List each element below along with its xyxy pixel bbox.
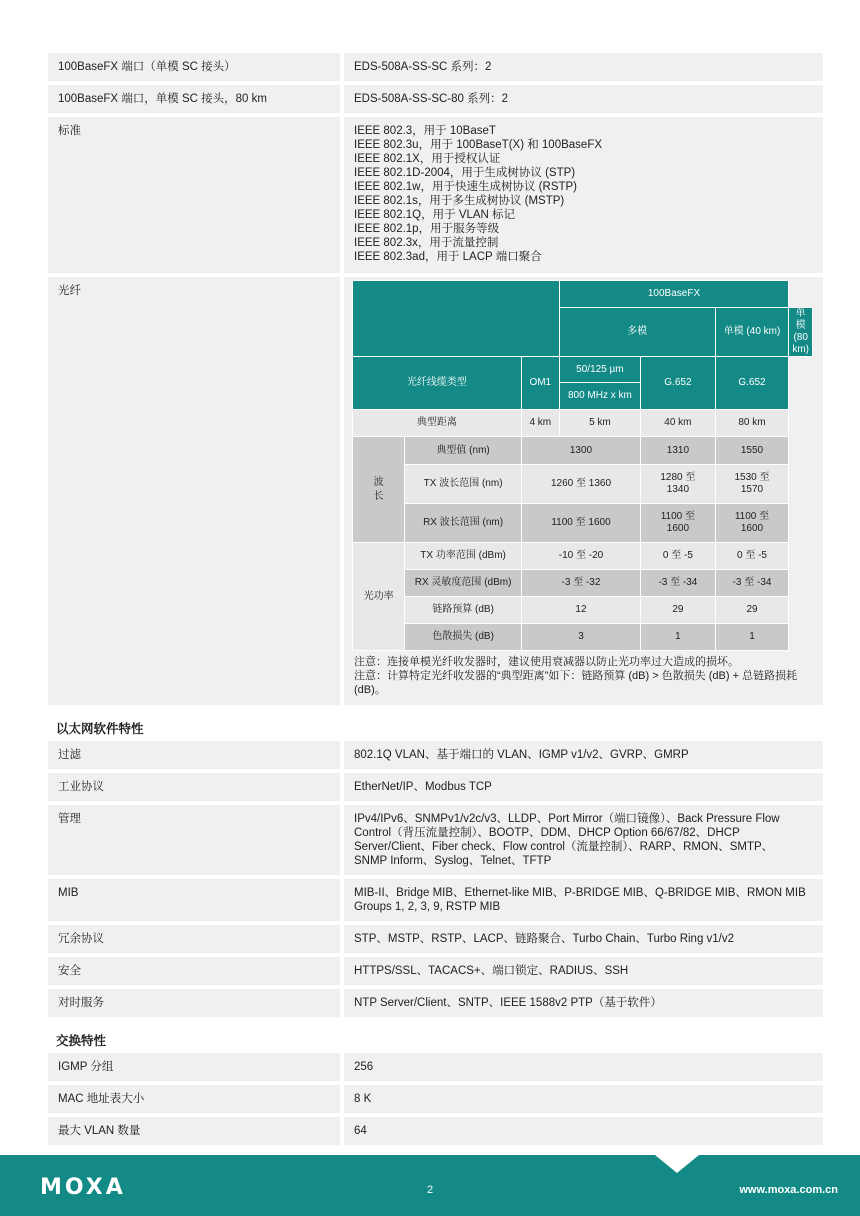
power-row [353, 543, 813, 570]
mm-value: 1300 [521, 437, 640, 465]
spec-row [48, 741, 823, 769]
sm40-value: 29 [641, 597, 716, 624]
sm80-value: 1530 至 1570 [715, 465, 789, 504]
power-group-label: 光功率 [353, 543, 405, 651]
standard-item: IEEE 802.3ad，用于 LACP 端口聚合 [354, 251, 542, 263]
sm80-value: -3 至 -34 [715, 570, 789, 597]
spec-label: 管理 [48, 805, 340, 875]
standards-list [344, 117, 823, 273]
fiber-note: 注意：计算特定光纤收发器的“典型距离”如下：链路预算 (dB) > 色散损失 (dB) + 总链路损耗 (dB)。 [354, 670, 798, 696]
spec-value: MIB-II、Bridge MIB、Ethernet-like MIB、P-BRIDGE MIB、Q-BRIDGE MIB、RMON MIB Groups 1, 2, 3, 9, RSTP MIB [344, 879, 823, 921]
spec-value: 802.1Q VLAN、基于端口的 VLAN、IGMP v1/v2、GVRP、GMRP [344, 741, 823, 769]
header-sm40: 单模 (40 km) [715, 308, 789, 357]
row-label: TX 功率范围 (dBm) [405, 543, 522, 570]
wavelength-row [353, 437, 813, 465]
mm-value: -3 至 -32 [521, 570, 640, 597]
spec-value: EtherNet/IP、Modbus TCP [344, 773, 823, 801]
wavelength-group-label: 波长 [353, 437, 405, 543]
standard-item: IEEE 802.1s，用于多生成树协议 (MSTP) [354, 195, 565, 207]
g652-cell: G.652 [715, 357, 789, 410]
spec-table [48, 53, 823, 1149]
distance-value: 4 km [521, 410, 559, 437]
sm40-value: 1100 至 1600 [641, 504, 716, 543]
spec-value: HTTPS/SSL、TACACS+、端口锁定、RADIUS、SSH [344, 957, 823, 985]
spec-row [48, 1085, 823, 1113]
footer-notch [655, 1155, 699, 1173]
spec-label: 冗余协议 [48, 925, 340, 953]
sm80-value: 1550 [715, 437, 789, 465]
distance-value: 40 km [641, 410, 716, 437]
spec-label: 100BaseFX 端口（单模 SC 接头） [48, 53, 340, 81]
spec-row [48, 85, 823, 113]
wavelength-row [353, 504, 813, 543]
distance-value: 80 km [715, 410, 789, 437]
mm-value: -10 至 -20 [521, 543, 640, 570]
mm-value: 1100 至 1600 [521, 504, 640, 543]
mm-value: 3 [521, 624, 640, 651]
row-label: 典型值 (nm) [405, 437, 522, 465]
spec-row [48, 989, 823, 1017]
fiber-row [48, 277, 823, 705]
row-label: RX 灵敏度范围 (dBm) [405, 570, 522, 597]
spec-row [48, 1117, 823, 1145]
om1-cell: OM1 [521, 357, 559, 410]
row-label: RX 波长范围 (nm) [405, 504, 522, 543]
fiber-table-container [344, 277, 823, 705]
fiber-label: 光纤 [48, 277, 340, 705]
power-row [353, 570, 813, 597]
website-link[interactable]: www.moxa.com.cn [739, 1184, 838, 1196]
row-label: TX 波长范围 (nm) [405, 465, 522, 504]
moxa-logo: MOXA [40, 1175, 126, 1200]
spec-label: IGMP 分组 [48, 1053, 340, 1081]
header-sm80: 单模 (80 km) [789, 308, 813, 357]
cable-type-label: 光纤线缆类型 [353, 357, 522, 410]
standard-item: IEEE 802.1D-2004，用于生成树协议 (STP) [354, 167, 576, 179]
distance-value: 5 km [559, 410, 640, 437]
standards-row [48, 117, 823, 273]
page-number: 2 [426, 1184, 434, 1196]
section-title-ethernet-software: 以太网软件特性 [56, 722, 144, 736]
spec-label: 过滤 [48, 741, 340, 769]
spec-label: MIB [48, 879, 340, 921]
mm-value: 12 [521, 597, 640, 624]
spec-label: 最大 VLAN 数量 [48, 1117, 340, 1145]
sm40-value: 1310 [641, 437, 716, 465]
power-row [353, 624, 813, 651]
row-label: 链路预算 (dB) [405, 597, 522, 624]
sm80-value: 0 至 -5 [715, 543, 789, 570]
mm-core-cell: 50/125 µm [559, 357, 640, 383]
spec-label: MAC 地址表大小 [48, 1085, 340, 1113]
standards-label: 标准 [48, 117, 340, 273]
spec-label: 安全 [48, 957, 340, 985]
spec-value: 256 [344, 1053, 823, 1081]
power-row [353, 597, 813, 624]
spec-value: IPv4/IPv6、SNMPv1/v2c/v3、LLDP、Port Mirror（端口镜像）、Back Pressure Flow Control（背压流量控制）、BOOTP、DDM、DHCP Option 66/67/82、DHCP Server/Client、Fiber check、Flow control（流量控制）、RARP、RMON、SMTP、SNMP Inform、Syslog、Telnet、TFTP [344, 805, 823, 875]
spec-value: STP、MSTP、RSTP、LACP、链路聚合、Turbo Chain、Turbo Ring v1/v2 [344, 925, 823, 953]
sm80-value: 29 [715, 597, 789, 624]
standard-item: IEEE 802.3u，用于 100BaseT(X) 和 100BaseFX [354, 139, 603, 151]
standard-item: IEEE 802.3x，用于流量控制 [354, 237, 499, 249]
sm80-value: 1 [715, 624, 789, 651]
sm40-value: -3 至 -34 [641, 570, 716, 597]
spec-value: EDS-508A-SS-SC 系列：2 [344, 53, 823, 81]
row-label: 色散损失 (dB) [405, 624, 522, 651]
mm-bw-cell: 800 MHz x km [559, 383, 640, 410]
spec-value: NTP Server/Client、SNTP、IEEE 1588v2 PTP（基于软件） [344, 989, 823, 1017]
header-100basefx: 100BaseFX [559, 281, 789, 308]
g652-cell: G.652 [641, 357, 716, 410]
mm-value: 1260 至 1360 [521, 465, 640, 504]
spec-row [48, 879, 823, 921]
spec-row [48, 925, 823, 953]
spec-value: EDS-508A-SS-SC-80 系列：2 [344, 85, 823, 113]
distance-label: 典型距离 [353, 410, 522, 437]
spec-row [48, 957, 823, 985]
spec-row [48, 1053, 823, 1081]
spec-label: 工业协议 [48, 773, 340, 801]
header-blank [353, 281, 560, 357]
fiber-table [352, 280, 813, 651]
fiber-note: 注意：连接单模光纤收发器时，建议使用衰减器以防止光功率过大造成的损坏。 [354, 656, 739, 668]
spec-value: 64 [344, 1117, 823, 1145]
spec-label: 对时服务 [48, 989, 340, 1017]
standard-item: IEEE 802.1Q，用于 VLAN 标记 [354, 209, 516, 221]
standard-item: IEEE 802.3，用于 10BaseT [354, 125, 496, 137]
standard-item: IEEE 802.1p，用于服务等级 [354, 223, 500, 235]
sm40-value: 1 [641, 624, 716, 651]
spec-row [48, 805, 823, 875]
spec-value: 8 K [344, 1085, 823, 1113]
sm40-value: 1280 至 1340 [641, 465, 716, 504]
header-multimode: 多模 [559, 308, 715, 357]
section-title-switch: 交换特性 [56, 1034, 107, 1048]
wavelength-row [353, 465, 813, 504]
spec-row [48, 773, 823, 801]
standard-item: IEEE 802.1w，用于快速生成树协议 (RSTP) [354, 181, 578, 193]
sm40-value: 0 至 -5 [641, 543, 716, 570]
spec-row [48, 53, 823, 81]
sm80-value: 1100 至 1600 [715, 504, 789, 543]
distance-row [353, 410, 813, 437]
spec-label: 100BaseFX 端口，单模 SC 接头，80 km [48, 85, 340, 113]
standard-item: IEEE 802.1X，用于授权认证 [354, 153, 501, 165]
